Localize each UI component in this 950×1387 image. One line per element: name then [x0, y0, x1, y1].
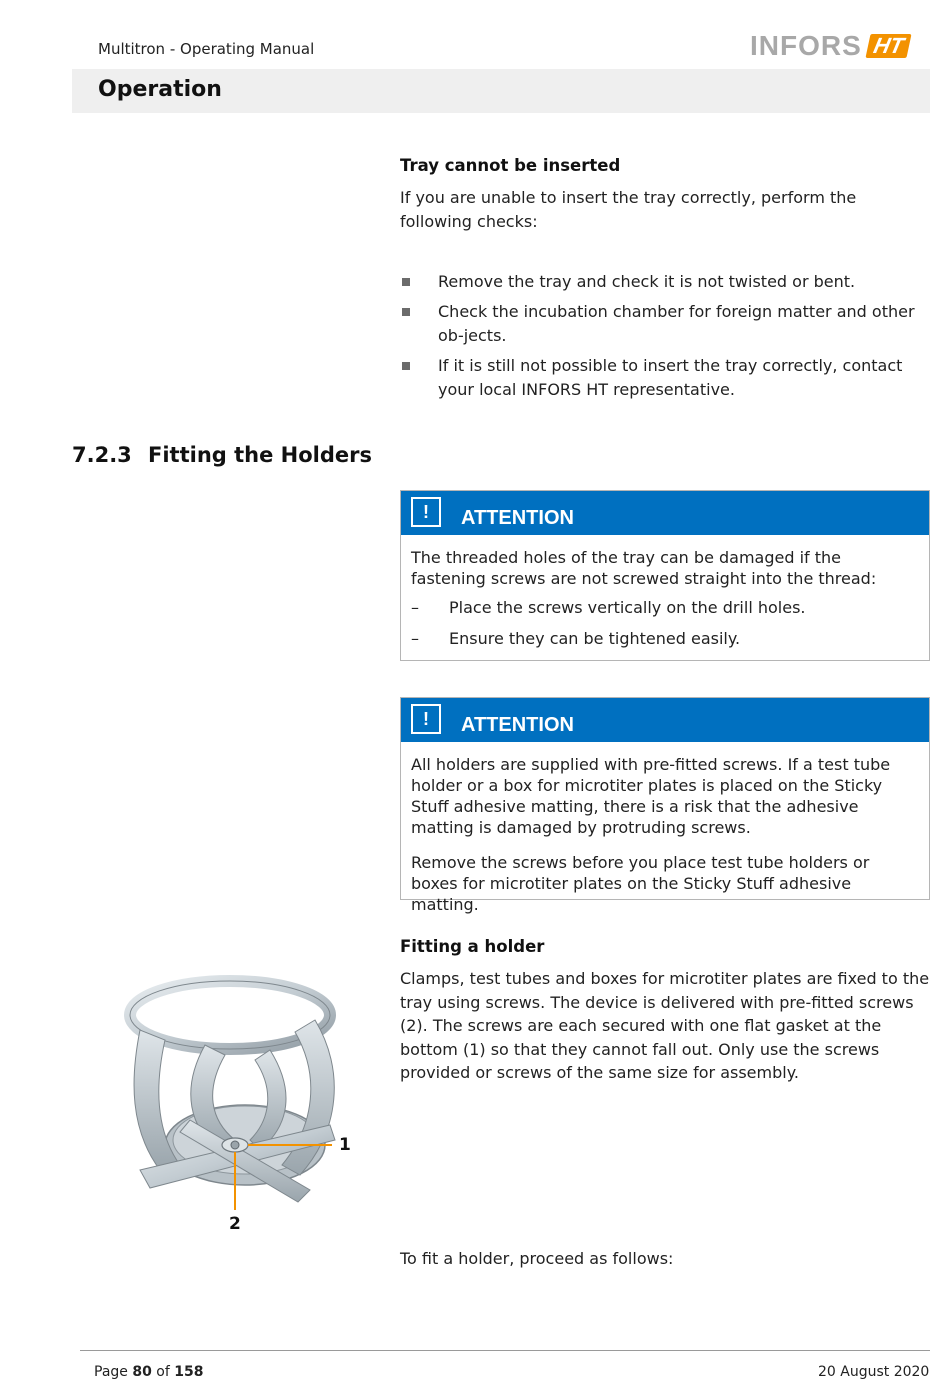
logo-text: INFORS	[750, 30, 862, 61]
callout-number: 2	[229, 1214, 241, 1234]
attention-body	[401, 742, 929, 923]
attention-text: The threaded holes of the tray can be damaged if the fastening screws are not screwed straight into the thread:	[411, 548, 877, 588]
list-item-text: If it is still not possible to insert the tray correctly, contact your local INFORS HT representative.	[438, 356, 903, 399]
tray-intro: If you are unable to insert the tray correctly, perform the following checks:	[400, 188, 857, 231]
page-prefix: Page	[94, 1364, 128, 1380]
list-item	[411, 628, 919, 649]
section-number: 7.2.3	[72, 443, 132, 467]
footer-divider	[80, 1350, 930, 1351]
infors-logo	[750, 30, 909, 62]
proceed-text: To fit a holder, proceed as follows:	[400, 1249, 674, 1268]
list-item-text: Ensure they can be tightened easily.	[449, 629, 741, 648]
attention-body	[401, 535, 929, 657]
dash-marker: –	[411, 598, 419, 617]
attention-text: Remove the screws before you place test tube holders or boxes for microtiter plates on the Sticky Stuff adhesive matting.	[411, 853, 870, 914]
tray-heading: Tray cannot be inserted	[400, 156, 621, 175]
list-item	[400, 270, 930, 294]
page-current: 80	[132, 1364, 152, 1380]
bullet-square-icon	[402, 362, 410, 370]
section-title: Operation	[98, 77, 222, 102]
page-total: 158	[174, 1364, 204, 1380]
callout-number: 1	[339, 1135, 351, 1155]
list-item	[411, 597, 919, 618]
dash-marker: –	[411, 629, 419, 648]
page-of: of	[156, 1364, 170, 1380]
attention-text: All holders are supplied with pre-fitted screws. If a test tube holder or a box for microtiter plates is placed on the Sticky Stuff adhesive matting, there is a risk that the adhesive matting is damaged by protruding screws.	[411, 755, 891, 837]
exclamation-icon: !	[411, 704, 441, 734]
holder-clamp-image	[110, 960, 370, 1240]
fitting-text: Clamps, test tubes and boxes for microtiter plates are fixed to the tray using screws. The device is delivered with pre-fitted screws (2). The screws are each secured with one flat gasket at the bottom (1) so that they cannot fall out. Only use the screws provided or screws of the same size for assembly.	[400, 969, 930, 1082]
attention-title: ATTENTION	[461, 507, 574, 529]
attention-header	[401, 698, 929, 742]
attention-title: ATTENTION	[461, 714, 574, 736]
document-title: Multitron - Operating Manual	[98, 40, 315, 58]
list-item-text: Place the screws vertically on the drill holes.	[449, 598, 806, 617]
fitting-heading: Fitting a holder	[400, 937, 545, 956]
attention-header	[401, 491, 929, 535]
list-item	[400, 300, 930, 348]
list-item-text: Check the incubation chamber for foreign matter and other ob-jects.	[438, 302, 915, 345]
attention-notice	[400, 697, 930, 914]
logo-mark: HT	[865, 34, 911, 58]
document-date: 20 August 2020	[818, 1364, 930, 1380]
exclamation-icon: !	[411, 497, 441, 527]
list-item-text: Remove the tray and check it is not twisted or bent.	[438, 272, 856, 291]
bullet-square-icon	[402, 278, 410, 286]
page-number	[94, 1364, 203, 1380]
bullet-square-icon	[402, 308, 410, 316]
section-heading: Fitting the Holders	[148, 443, 372, 467]
list-item	[400, 354, 930, 402]
attention-notice	[400, 490, 930, 661]
